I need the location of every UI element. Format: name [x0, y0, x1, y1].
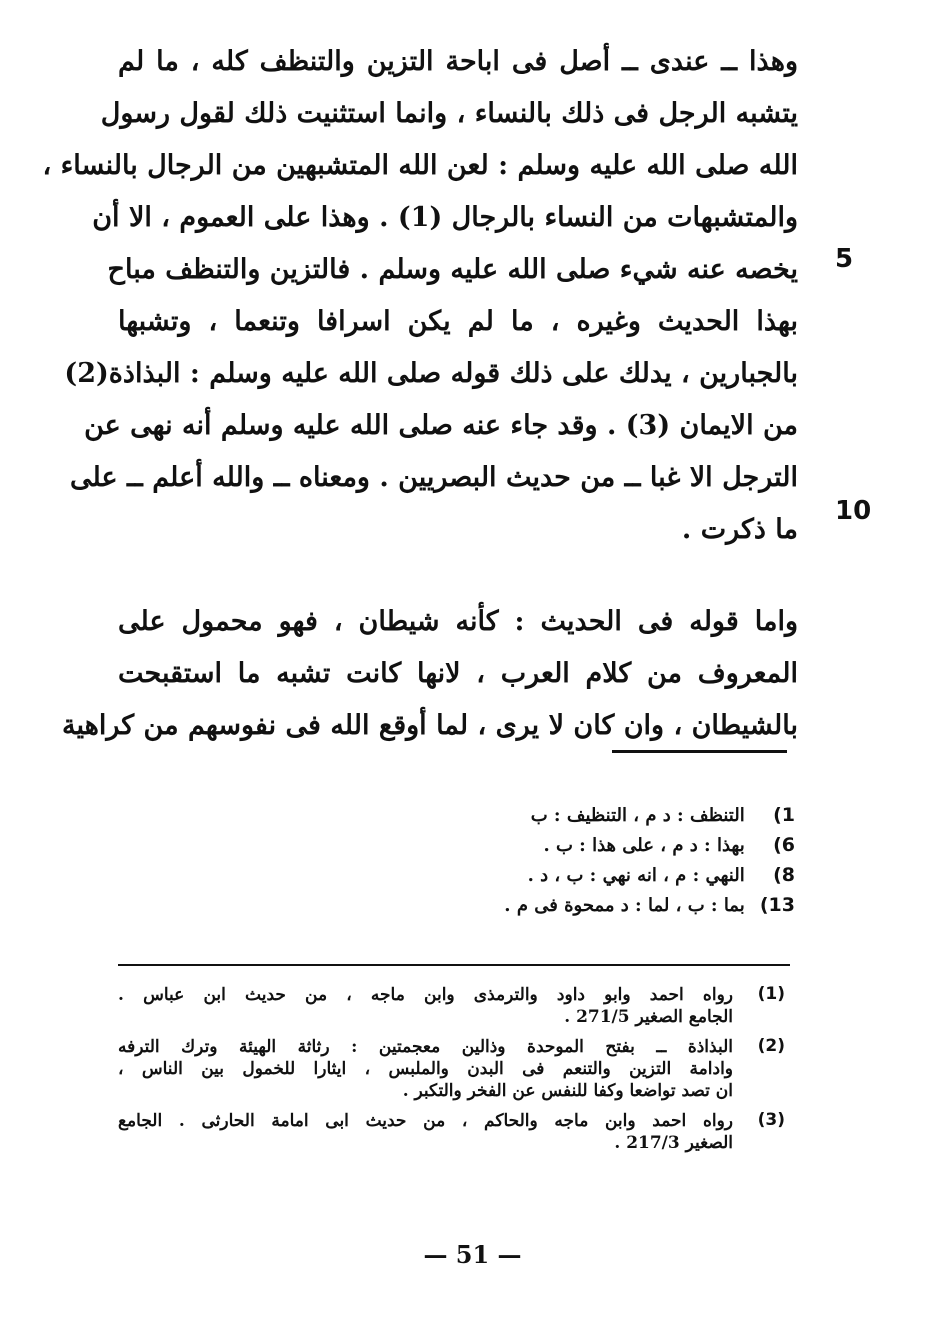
variant-number: 8): [773, 864, 795, 886]
footnote-line: وادامة التزين والتنعم فى البدن والملبس ، ايثارا للخمول بين الناس ،: [118, 1059, 733, 1079]
apparatus-rule: [612, 750, 787, 753]
margin-line-number: 10: [835, 496, 872, 526]
text-line: بهذا الحديث وغيره ، ما لم يكن اسرافا وتنعما ، وتشبها: [118, 306, 798, 337]
text-line: يخصه عنه شيء صلى الله عليه وسلم . فالتزين والتنظف مباح: [107, 254, 798, 285]
text-line: الترجل الا غبا ــ من حديث البصريين . ومعناه ــ والله أعلم ــ على: [70, 462, 798, 493]
footnote-line: رواه احمد وابو داود والترمذى وابن ماجه ، من حديث ابن عباس .: [118, 985, 733, 1005]
text-line: بالشيطان ، وان كان لا يرى ، لما أوقع الله فى نفوسهم من كراهية: [62, 710, 798, 741]
footnote: [118, 1036, 793, 1102]
variant-item: [350, 830, 795, 860]
main-text-body: [42, 36, 798, 752]
text-line: والمتشبهات من النساء بالرجال (1) . وهذا على العموم ، الا أن: [92, 202, 798, 233]
variant-text: بهذا : د م ، على هذا : ب .: [543, 835, 745, 856]
variant-text: النهي : م ، انه نهي : ب ، د .: [527, 865, 745, 886]
page-number: — 51 —: [423, 1240, 522, 1269]
text-line: من الايمان (3) . وقد جاء عنه صلى الله عليه وسلم أنه نهى عن: [84, 410, 798, 441]
footnote-number: (1): [757, 984, 785, 1004]
text-line: وهذا ــ عندى ــ أصل فى اباحة التزين والتنظف كله ، ما لم: [118, 46, 798, 77]
text-line: الله صلى الله عليه وسلم : لعن الله المتشبهين من الرجال بالنساء ،: [42, 150, 798, 181]
variant-item: [350, 860, 795, 890]
margin-line-number: 5: [835, 244, 854, 274]
variant-number: 6): [773, 834, 795, 856]
text-line: بالجبارين ، يدلك على ذلك قوله صلى الله عليه وسلم : البذاذة(2): [64, 358, 798, 389]
variant-item: [350, 890, 795, 920]
variant-text: بما : ب ، لما : د ممحوة فى م .: [504, 895, 745, 916]
paragraph-gap: [118, 556, 798, 596]
footnote-number: (3): [757, 1110, 785, 1130]
variant-text: التنظف : د م ، التنظيف : ب: [530, 805, 745, 826]
variant-item: [350, 800, 795, 830]
text-line: ما ذكرت .: [681, 514, 798, 545]
textual-variants: [350, 800, 795, 920]
footnote-line: البذاذة ــ بفتح الموحدة وذالين معجمتين : رثاثة الهيئة وترك الترفه: [118, 1037, 733, 1057]
footnote: [118, 1110, 793, 1154]
footnote-line: رواه احمد وابن ماجه والحاكم ، من حديث ابى امامة الحارثى . الجامع: [118, 1111, 733, 1131]
footnote-number: (2): [757, 1036, 785, 1056]
variant-number: 1): [773, 804, 795, 826]
footnote-divider: [118, 964, 790, 966]
footnote-line: ان تصد تواضعا وكفا للنفس عن الفخر والتكبر .: [402, 1081, 733, 1101]
text-line: يتشبه الرجل فى ذلك بالنساء ، وانما استثنيت ذلك لقول رسول: [100, 98, 798, 129]
footnote-line: الجامع الصغير 271/5 .: [564, 1007, 733, 1027]
footnotes: [118, 984, 793, 1162]
footnote: [118, 984, 793, 1028]
text-line: واما قوله فى الحديث : كأنه شيطان ، فهو محمول على: [118, 606, 798, 637]
variant-number: 13): [759, 894, 795, 916]
footnote-line: الصغير 217/3 .: [614, 1133, 733, 1153]
text-line: المعروف من كلام العرب ، لانها كانت تشبه ما استقبحت: [118, 658, 798, 689]
